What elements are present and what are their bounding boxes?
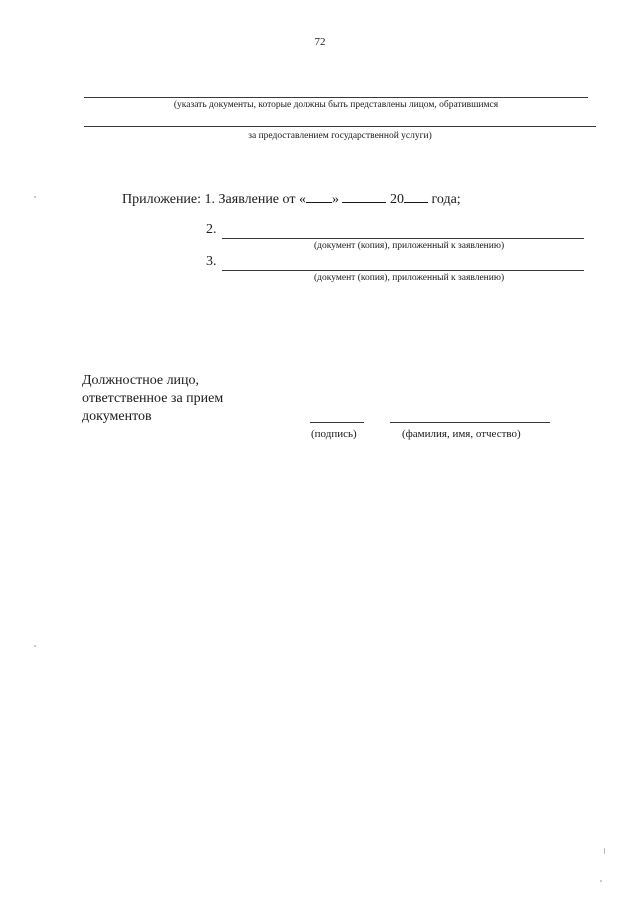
documents-caption-2: за предоставлением государственной услуги) (248, 131, 432, 141)
attachment-item-3-number: 3. (206, 254, 217, 269)
full-name-line (390, 422, 550, 423)
attachment-item-1-year-prefix: 20 (389, 192, 404, 207)
official-line-2: ответственное за прием (82, 391, 224, 406)
scan-speck (34, 645, 36, 647)
attachment-item-1-suffix: года; (431, 192, 461, 207)
attachment-label: Приложение: (122, 192, 202, 207)
official-line-1: Должностное лицо, (82, 373, 200, 388)
attachment-item-2-number: 2. (206, 222, 217, 237)
signature-line (310, 422, 364, 423)
month-blank (342, 189, 386, 203)
day-blank (306, 189, 332, 203)
full-name-caption: (фамилия, имя, отчество) (402, 428, 521, 440)
year-blank (404, 189, 428, 203)
attachment-item-2-line (222, 238, 584, 239)
official-line-3: документов (82, 409, 152, 424)
documents-blank-line-1 (84, 97, 588, 98)
attachment-item-3-line (222, 270, 584, 271)
page-number: 72 (314, 36, 326, 48)
scan-speck (34, 196, 36, 198)
attachment-item-2-caption: (документ (копия), приложенный к заявлению) (314, 241, 505, 251)
official-title (82, 372, 223, 426)
documents-caption-1: (указать документы, которые должны быть представлены лицом, обратившимся (173, 100, 499, 110)
scan-speck (604, 848, 605, 854)
signature-caption: (подпись) (311, 428, 357, 440)
attachment-item-1-close-quote: » (331, 192, 339, 207)
attachment-item-1-prefix: 1. Заявление от « (204, 192, 306, 207)
attachment-item-1 (122, 189, 461, 208)
attachment-item-3-caption: (документ (копия), приложенный к заявлению) (314, 273, 505, 283)
documents-blank-line-2 (84, 126, 596, 127)
scan-speck (600, 880, 602, 882)
